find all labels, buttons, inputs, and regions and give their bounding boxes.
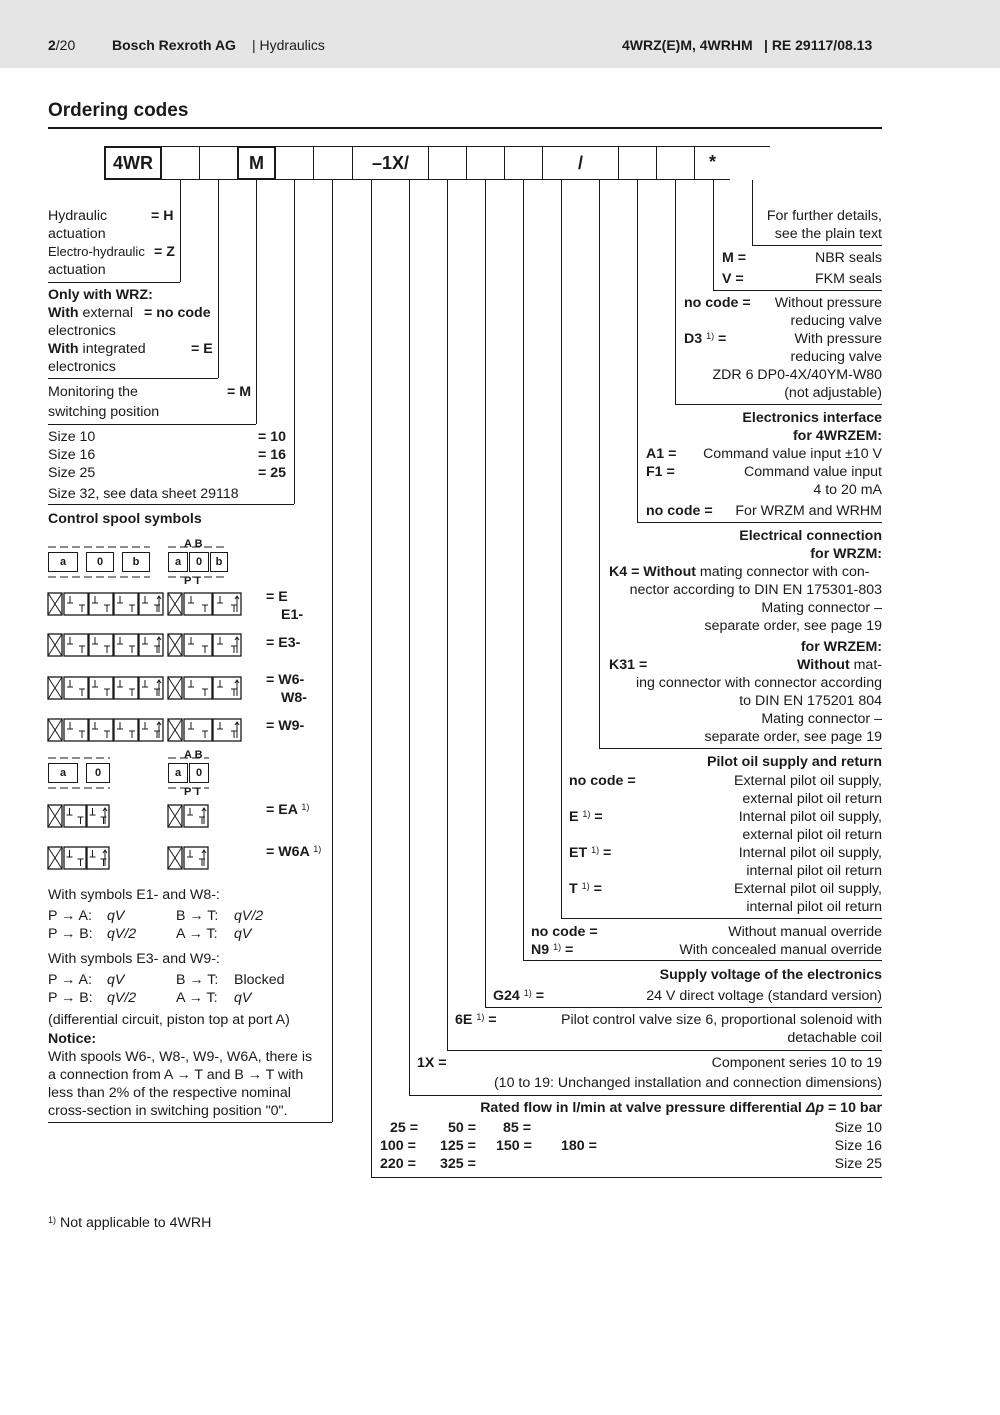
flow-at-2: A → T: <box>176 990 218 1006</box>
reducing-valve-1: reducing valve <box>790 313 882 329</box>
spool-symbol-part <box>184 634 212 656</box>
spool-symbol-part <box>117 680 135 696</box>
spool-symbol-part <box>67 722 85 738</box>
code-6e: 6E $^{1)}$ = <box>455 1012 497 1028</box>
differential-circuit-note: (differential circuit, piston top at port A) <box>48 1012 290 1028</box>
spool-symbol-part <box>235 596 239 612</box>
without-pressure: Without pressure <box>774 295 882 311</box>
24v-dc: 24 V direct voltage (standard version) <box>646 988 882 1004</box>
k31-connector: ing connector with connector according <box>635 675 882 691</box>
concealed-manual-override: With concealed manual override <box>679 942 882 958</box>
series-note: (10 to 19: Unchanged installation and connection dimensions) <box>493 1075 882 1091</box>
int-pilot-return-1: internal pilot oil return <box>746 863 882 879</box>
sym-0-box-small: 0 <box>189 552 209 572</box>
monitoring-label: Monitoring the <box>48 384 138 400</box>
spool-symbol-part <box>64 593 88 615</box>
sym-0-box: 0 <box>86 552 114 572</box>
code-no-code-interface: no code = <box>646 503 713 519</box>
spool-symbol-part <box>48 805 62 827</box>
k31-without: Without mat- <box>797 657 882 673</box>
electronics-interface-title: Electronics interface <box>742 410 882 426</box>
flow-pa-1: P → A: <box>48 908 92 924</box>
spool-symbol-part <box>217 680 237 696</box>
nbr-seals: NBR seals <box>814 250 882 266</box>
sym-0-box-2: 0 <box>86 763 110 783</box>
spool-symbol-part <box>235 680 239 696</box>
sym-a-box-small: a <box>168 552 188 572</box>
spool-symbol-part <box>114 634 138 656</box>
spool-code-e3: = E3- <box>266 635 301 651</box>
spool-symbol-part <box>64 847 86 869</box>
command-value-input: Command value input <box>743 464 882 480</box>
section-title: Ordering codes <box>48 100 189 121</box>
flow-size-10: Size 10 <box>834 1120 882 1136</box>
spool-symbol-part <box>168 677 182 699</box>
fkm-seals: FKM seals <box>814 271 882 287</box>
reducing-valve-2: reducing valve <box>790 349 882 365</box>
leader-vertical <box>713 180 714 290</box>
spool-symbol-part <box>184 677 212 699</box>
spool-symbol-part <box>184 593 212 615</box>
sym-0-box-small-2: 0 <box>189 763 209 783</box>
spool-symbol-part <box>67 680 85 696</box>
page-number: 2/20 <box>48 37 76 53</box>
code-n9: N9 $^{1)}$ = <box>531 942 574 958</box>
external-label: With external <box>48 305 134 321</box>
code-f1: F1 = <box>646 464 675 480</box>
code-1x: 1X = <box>417 1055 447 1071</box>
spool-symbol-part <box>64 634 88 656</box>
hydraulic-code: = H <box>151 208 174 224</box>
spool-symbol-part <box>188 637 208 653</box>
flow-325: 325 = <box>440 1156 476 1172</box>
spool-symbol-part <box>168 847 182 869</box>
pilot-control-valve: Pilot control valve size 6, proportional solenoid with <box>561 1012 882 1028</box>
switching-position-label: switching position <box>48 404 160 420</box>
doc-ref: | RE 29117/08.13 <box>764 37 873 53</box>
for-wrzm: for WRZM: <box>810 546 882 562</box>
sym-a-box: a <box>48 552 78 572</box>
actuation-label: actuation <box>48 226 106 242</box>
spool-code-w6a: = W6A $^{1)}$ <box>266 844 322 860</box>
spool-symbol-part <box>117 596 135 612</box>
spool-symbol-part <box>48 547 228 577</box>
int-pilot-supply-1: Internal pilot oil supply, <box>738 809 882 825</box>
actuation-label-2: actuation <box>48 262 106 278</box>
k31-mating-connector: Mating connector – <box>761 711 882 727</box>
spool-symbol-part <box>48 719 62 741</box>
symbols-e3-w9-title: With symbols E3- and W9-: <box>48 951 220 967</box>
electrical-connection-title: Electrical connection <box>739 528 882 544</box>
code-cell: M <box>237 146 276 180</box>
for-wrzem: for WRZEM: <box>800 639 882 655</box>
size-25-code: = 25 <box>258 465 287 481</box>
integrated-label: With integrated <box>48 341 146 357</box>
flow-25: 25 = <box>390 1120 419 1136</box>
size-16-code: = 16 <box>258 447 287 463</box>
code-cell: / <box>542 146 619 180</box>
sym-a-box-2: a <box>48 763 78 783</box>
spool-symbol-part <box>48 847 62 869</box>
code-cell: –1X/ <box>352 146 429 180</box>
product-code: 4WRZ(E)M, 4WRHM <box>622 37 753 53</box>
only-wrz-label: Only with WRZ: <box>48 287 153 303</box>
detachable-coil: detachable coil <box>787 1030 882 1046</box>
flow-pb-1-val: qV/2 <box>107 926 137 942</box>
leader-horizontal <box>561 918 882 919</box>
rated-flow-title: Rated flow in l/min at valve pressure differential Δp = 10 bar <box>480 1100 882 1116</box>
4-to-20-ma: 4 to 20 mA <box>813 482 882 498</box>
k4-din-ref: nector according to DIN EN 175301-803 <box>629 582 882 598</box>
leader-horizontal <box>371 1177 882 1178</box>
code-a1: A1 = <box>646 446 677 462</box>
flow-bt-1: B → T: <box>176 908 219 924</box>
flow-150: 150 = <box>496 1138 532 1154</box>
supply-voltage-title: Supply voltage of the electronics <box>659 967 882 983</box>
size-10-label: Size 10 <box>48 429 96 445</box>
spool-symbol-graphics <box>0 0 340 880</box>
leader-vertical <box>485 180 486 1007</box>
flow-pb-2: P → B: <box>48 990 93 1006</box>
ext-pilot-supply-2: External pilot oil supply, <box>734 881 882 897</box>
flow-220: 220 = <box>380 1156 416 1172</box>
spool-symbol-part <box>202 808 206 824</box>
port-pt-label: P T <box>184 575 201 587</box>
flow-bt-2-val: Blocked <box>234 972 285 988</box>
code-cell <box>428 146 467 180</box>
spool-symbol-part <box>217 596 237 612</box>
flow-pa-1-val: qV <box>107 908 125 924</box>
spool-symbol-part <box>117 637 135 653</box>
flow-50: 50 = <box>448 1120 477 1136</box>
further-details-1: For further details, <box>766 208 882 224</box>
spool-symbol-part <box>157 722 161 738</box>
notice-title: Notice: <box>48 1031 97 1047</box>
spool-symbol-part <box>64 719 88 741</box>
k31-din-ref: to DIN EN 175201 804 <box>739 693 882 709</box>
spool-symbol-part <box>114 593 138 615</box>
spool-symbol-part <box>217 722 237 738</box>
notice-line-2: a connection from A → T and B → T with <box>48 1067 304 1083</box>
spool-symbol-part <box>168 719 182 741</box>
spool-symbol-part <box>235 722 239 738</box>
leader-horizontal <box>409 1095 882 1096</box>
leader-horizontal <box>523 960 882 961</box>
not-adjustable: (not adjustable) <box>784 385 882 401</box>
leader-vertical <box>675 180 676 404</box>
spool-symbol-part <box>117 722 135 738</box>
flow-125: 125 = <box>440 1138 476 1154</box>
size-10-code: = 10 <box>258 429 287 445</box>
flow-size-25: Size 25 <box>834 1156 882 1172</box>
electronics-label-2: electronics <box>48 359 116 375</box>
code-cell <box>656 146 695 180</box>
code-v: V = <box>722 271 744 287</box>
code-cell <box>618 146 657 180</box>
without-manual-override: Without manual override <box>728 924 882 940</box>
leader-vertical <box>447 180 448 1050</box>
leader-vertical <box>599 180 600 748</box>
spool-symbol-part <box>67 808 84 824</box>
hydraulic-label: Hydraulic <box>48 208 108 224</box>
pilot-oil-title: Pilot oil supply and return <box>707 754 882 770</box>
flow-at-2-val: qV <box>234 990 252 1006</box>
spool-symbol-part <box>92 722 110 738</box>
code-et: ET $^{1)}$ = <box>569 845 612 861</box>
code-k4: K4 = Without mating connector with con- <box>609 564 870 580</box>
spool-symbol-part <box>48 634 62 656</box>
int-pilot-return-2: internal pilot oil return <box>746 899 882 915</box>
spool-symbol-part <box>48 677 62 699</box>
spool-symbol-part <box>64 805 86 827</box>
leader-vertical <box>637 180 638 522</box>
spool-symbol-part <box>64 677 88 699</box>
electronics-label: electronics <box>48 323 116 339</box>
k4-mating-connector: Mating connector – <box>761 600 882 616</box>
leader-horizontal <box>637 522 882 523</box>
spool-symbol-part <box>217 637 237 653</box>
size-16-label: Size 16 <box>48 447 96 463</box>
code-cell <box>466 146 505 180</box>
spool-symbol-part <box>89 593 113 615</box>
code-cell: 4WR <box>104 146 162 180</box>
leader-horizontal <box>713 290 882 291</box>
spool-symbols-title: Control spool symbols <box>48 511 202 527</box>
spool-symbol-part <box>157 637 161 653</box>
flow-size-16: Size 16 <box>834 1138 882 1154</box>
notice-line-4: cross-section in switching position "0". <box>48 1103 288 1119</box>
flow-pa-2: P → A: <box>48 972 92 988</box>
flow-bt-1-val: qV/2 <box>234 908 264 924</box>
code-g24: G24 $^{1)}$ = <box>493 988 545 1004</box>
flow-85: 85 = <box>503 1120 532 1136</box>
footnote: $^{1)}$ Not applicable to 4WRH <box>48 1215 212 1231</box>
spool-symbol-part <box>89 677 113 699</box>
spool-code-w6: = W6- <box>266 672 305 688</box>
leader-vertical <box>523 180 524 960</box>
leader-horizontal <box>752 245 882 246</box>
spool-symbol-part <box>89 719 113 741</box>
spool-symbol-part <box>67 850 84 866</box>
spool-symbol-part <box>157 680 161 696</box>
spool-symbol-part <box>67 596 85 612</box>
leader-horizontal <box>485 1007 882 1008</box>
spool-symbol-part <box>92 637 110 653</box>
flow-at-1: A → T: <box>176 926 218 942</box>
spool-symbol-part <box>114 719 138 741</box>
port-ab-label-2: A B <box>184 749 203 761</box>
flow-180: 180 = <box>561 1138 597 1154</box>
electro-hydraulic-code: = Z <box>154 244 175 260</box>
for-wrzm-wrhm: For WRZM and WRHM <box>735 503 882 519</box>
spool-symbol-part <box>235 637 239 653</box>
flow-pb-2-val: qV/2 <box>107 990 137 1006</box>
notice-line-3: less than 2% of the respective nominal <box>48 1085 291 1101</box>
size-32-label: Size 32, see data sheet 29118 <box>48 486 239 502</box>
command-value-10v: Command value input ±10 V <box>703 446 882 462</box>
code-cell <box>504 146 543 180</box>
ext-pilot-supply: External pilot oil supply, <box>734 773 882 789</box>
leader-vertical <box>752 180 753 245</box>
spool-symbol-part <box>114 677 138 699</box>
spool-symbol-part <box>202 850 206 866</box>
spool-symbol-part <box>168 805 182 827</box>
spool-symbol-part <box>92 680 110 696</box>
leader-vertical <box>561 180 562 918</box>
leader-vertical <box>409 180 410 1095</box>
k4-separate-order: separate order, see page 19 <box>704 618 882 634</box>
spool-symbol-part <box>188 596 208 612</box>
code-t: T $^{1)}$ = <box>569 881 602 897</box>
electro-hydraulic-label: Electro-hydraulic <box>48 244 145 259</box>
size-25-label: Size 25 <box>48 465 96 481</box>
spool-symbol-part <box>48 593 62 615</box>
sym-b-box-small: b <box>210 552 228 572</box>
code-m: M = <box>722 250 747 266</box>
port-pt-label-2: P T <box>184 786 201 798</box>
spool-symbol-part <box>67 637 85 653</box>
flow-pb-1: P → B: <box>48 926 93 942</box>
for-4wrzem: for 4WRZEM: <box>792 428 882 444</box>
ext-pilot-return: external pilot oil return <box>742 791 882 807</box>
leader-horizontal <box>48 1122 332 1123</box>
spool-symbol-part <box>188 722 208 738</box>
spool-symbol-part <box>89 634 113 656</box>
spool-code-w9: = W9- <box>266 718 305 734</box>
leader-horizontal <box>675 404 882 405</box>
company-name: Bosch Rexroth AG <box>112 37 236 53</box>
port-ab-label: A B <box>184 538 203 550</box>
symbols-e1-w8-title: With symbols E1- and W8-: <box>48 887 220 903</box>
further-details-2: see the plain text <box>774 226 882 242</box>
code-no-code-pressure: no code = <box>684 295 751 311</box>
spool-symbol-part <box>184 719 212 741</box>
code-no-code-pilot: no code = <box>569 773 636 789</box>
spool-code-ea: = EA $^{1)}$ <box>266 802 310 818</box>
integrated-code: = E <box>191 341 213 357</box>
external-code: = no code <box>144 305 211 321</box>
monitoring-code: = M <box>227 384 252 400</box>
spool-code-e: = E <box>266 589 288 605</box>
leader-horizontal <box>447 1050 882 1051</box>
code-no-code-override: no code = <box>531 924 598 940</box>
code-d3: D3 $^{1)}$ = <box>684 331 727 347</box>
spool-symbol-part <box>92 596 110 612</box>
with-pressure: With pressure <box>794 331 882 347</box>
flow-pa-2-val: qV <box>107 972 125 988</box>
flow-bt-2: B → T: <box>176 972 219 988</box>
spool-code-w8: W8- <box>281 690 308 706</box>
k31-separate-order: separate order, see page 19 <box>704 729 882 745</box>
flow-100: 100 = <box>380 1138 416 1154</box>
spool-symbol-part <box>157 596 161 612</box>
sym-b-box: b <box>122 552 150 572</box>
ext-pilot-return-2: external pilot oil return <box>742 827 882 843</box>
flow-at-1-val: qV <box>234 926 252 942</box>
code-k31: K31 = <box>609 657 648 673</box>
int-pilot-supply-2: Internal pilot oil supply, <box>738 845 882 861</box>
division: | Hydraulics <box>252 37 325 53</box>
leader-horizontal <box>599 748 882 749</box>
zdr-code: ZDR 6 DP0-4X/40YM-W80 <box>712 367 882 383</box>
spool-symbol-part <box>188 680 208 696</box>
spool-code-e1: E1- <box>281 607 304 623</box>
notice-line-1: With spools W6-, W8-, W9-, W6A, there is <box>48 1049 313 1065</box>
leader-vertical <box>371 180 372 1177</box>
code-cell: * <box>694 146 730 180</box>
spool-symbol-part <box>168 593 182 615</box>
code-e-pilot: E $^{1)}$ = <box>569 809 603 825</box>
sym-a-box-small-2: a <box>168 763 188 783</box>
component-series: Component series 10 to 19 <box>711 1055 882 1071</box>
spool-symbol-part <box>168 634 182 656</box>
